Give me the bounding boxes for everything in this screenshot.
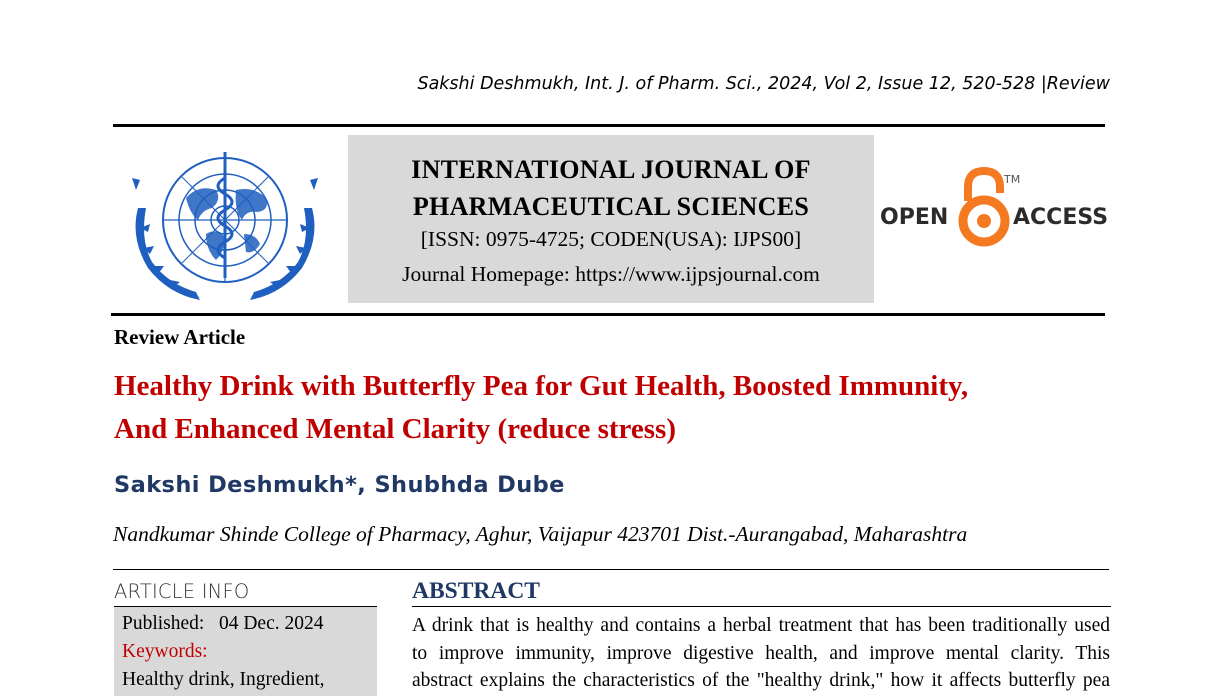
journal-name-line2: PHARMACEUTICAL SCIENCES [412,192,810,221]
published-label: Published: [122,613,205,634]
keywords-label: Keywords: [122,641,208,662]
abstract-line: to improve immunity, improve digestive health, and improve mental clarity. This [412,642,1110,664]
open-lock-icon [963,171,1005,242]
abstract-line: A drink that is healthy and contains a herbal treatment that has been traditionally used [412,615,1110,636]
journal-name-line1: INTERNATIONAL JOURNAL OF [411,155,811,184]
section-divider [113,569,1109,570]
article-title [114,365,1114,451]
journal-title-box [348,135,874,303]
journal-homepage: Journal Homepage: https://www.ijpsjournal.com [402,262,820,286]
abstract-rule [412,606,1111,607]
article-info-box [114,606,377,696]
open-access-right-text: ACCESS [1013,205,1109,230]
published-row [114,610,377,638]
open-access-logo [880,165,1110,253]
journal-name [348,151,874,225]
journal-issn: [ISSN: 0975-4725; CODEN(USA): IJPS00] [420,227,802,251]
published-date: 04 Dec. 2024 [218,613,324,634]
keywords-list: Healthy drink, Ingredient, [122,669,325,690]
journal-logo-emblem [126,138,324,304]
article-type: Review Article [114,325,246,349]
header-top-rule [113,124,1105,127]
running-header: Sakshi Deshmukh, Int. J. of Pharm. Sci., 2024, Vol 2, Issue 12, 520-528 |Review [417,74,1110,94]
article-info-heading: ARTICLE INFO [114,580,250,603]
article-title-line1: Healthy Drink with Butterfly Pea for Gut Health, Boosted Immunity, [114,370,969,402]
author-list: Sakshi Deshmukh*, Shubhda Dube [114,472,565,498]
article-title-line2: And Enhanced Mental Clarity (reduce stress) [114,413,676,445]
abstract-body [412,612,1110,695]
abstract-line: abstract explains the characteristics of the "healthy drink," how it affects butterfly pea [412,670,1110,691]
abstract-heading: ABSTRACT [412,578,540,604]
author-affiliation: Nandkumar Shinde College of Pharmacy, Aghur, Vaijapur 423701 Dist.-Aurangabad, Maharashtra [113,522,968,546]
open-access-left-text: OPEN [880,205,949,230]
trademark-mark: TM [1004,173,1021,186]
header-bottom-rule [111,313,1105,316]
